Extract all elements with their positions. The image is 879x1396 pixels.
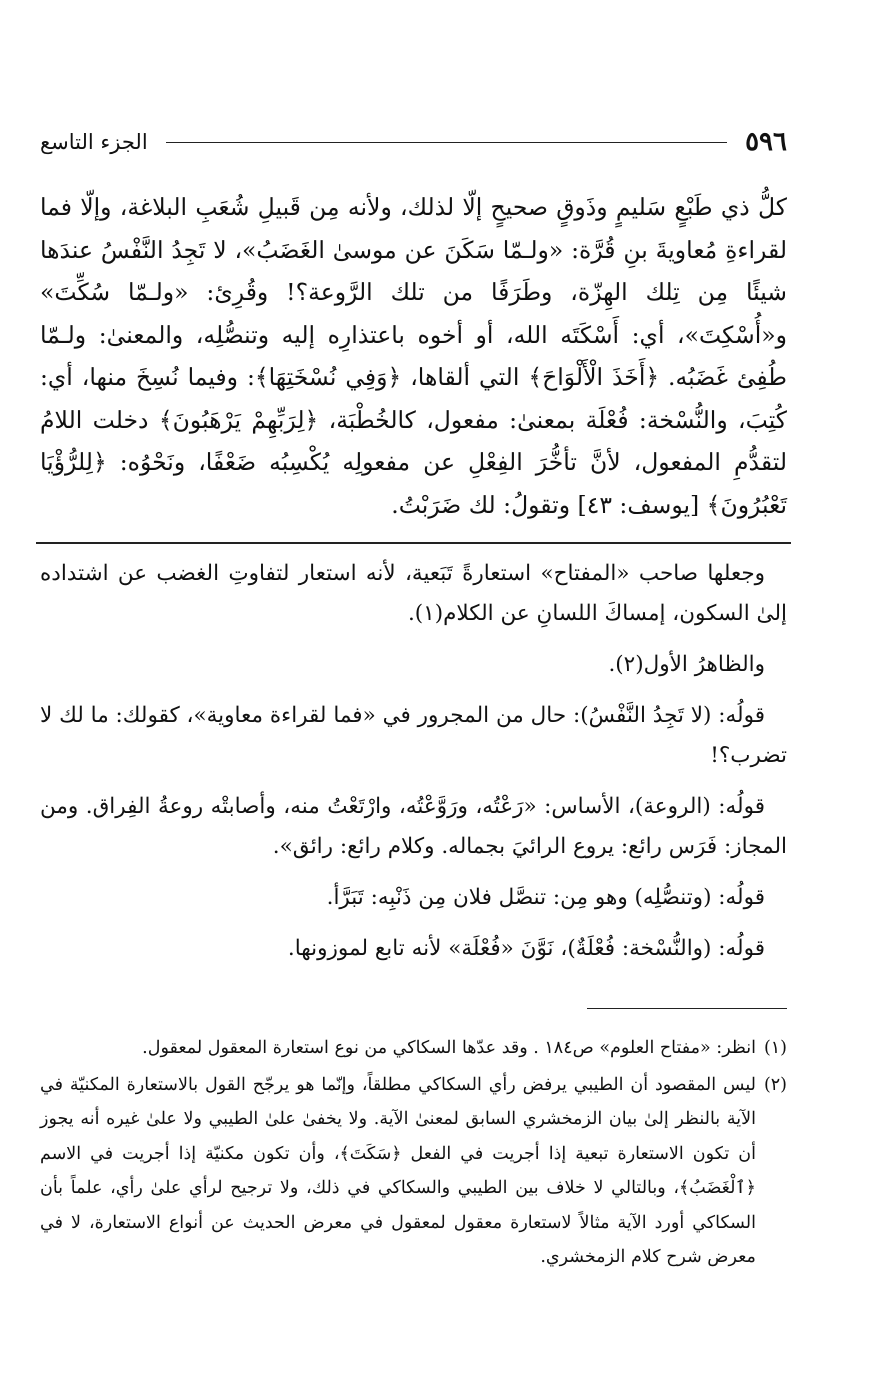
commentary-block	[40, 554, 787, 969]
footnote-text: انظر: «مفتاح العلوم» ص١٨٤ . وقد عدّها السكاكي من نوع استعارة المعقول لمعقول.	[142, 1038, 756, 1058]
running-title: الجزء التاسع	[40, 130, 148, 154]
commentary-paragraph: والظاهرُ الأول(٢).	[608, 652, 765, 677]
main-text-paragraph: كلُّ ذي طَبْعٍ سَليمٍ وذَوقٍ صحيحٍ إلّا لذلك، ولأنه مِن قَبيلِ شُعَبِ البلاغة، وإلّا فما لقراءةِ مُعاويةَ بنِ قُرَّة: «ولـمّا سَكَنَ عن موسىٰ الغَضَبُ»، لا تَجِدُ النَّفْسُ عندَها شيئًا مِن تِلك الهِزّة، وطَرَفًا من تلك الرَّوعة؟! وقُرِئ: «ولـمّا سُكِّتَ» و«أُسْكِتَ»، أي: أَسْكَتَه الله، أو أخوه باعتذارِه إليه وتنصُّلِه، والمعنىٰ: ولـمّا طُفِئ غَضَبُه. ﴿أَخَذَ الْأَلْوَاحَ﴾ التي ألقاها، ﴿وَفِي نُسْخَتِهَا﴾: وفيما نُسِخَ منها، أي: كُتِبَ، والنُّسْخة: فُعْلَة بمعنىٰ: مفعول، كالخُطْبَة، ﴿لِرَبِّهِمْ يَرْهَبُونَ﴾ دخلت اللامُ لتقدُّمِ المفعول، لأنَّ تأخُّرَ الفِعْلِ عن مفعولِه يُكْسِبُه ضَعْفًا، ونَحْوُه: ﴿لِلرُّؤْيَا تَعْبُرُونَ﴾ [يوسف: ٤٣] وتقولُ: لك ضَرَبْتُ.	[40, 193, 787, 519]
book-page	[40, 120, 787, 1396]
main-text-block	[40, 186, 787, 526]
footnote-separator	[587, 1008, 787, 1009]
footnote-mark: (١)	[763, 1038, 787, 1058]
page-header	[40, 120, 787, 164]
commentary-paragraph: قولُه: (الروعة)، الأساس: «رَعْتُه، ورَوَّعْتُه، وارْتَعْتُ منه، وأصابتْه روعةُ الفِراق. ومن المجاز: فَرَس رائع: يروع الرائيَ بجماله. وكلام رائع: رائق».	[40, 794, 787, 859]
footnotes-block	[40, 1031, 787, 1275]
footnote-item	[40, 1031, 787, 1066]
commentary-paragraph: قولُه: (وتنصُّلِه) وهو مِن: تنصَّل فلان مِن ذَنْبِه: تَبَرَّأ.	[326, 885, 765, 910]
commentary-paragraph: قولُه: (لا تَجِدُ النَّفْسُ): حال من المجرور في «فما لقراءة معاوية»، كقولك: ما لك لا تضرب؟!	[40, 703, 787, 768]
footnote-item	[40, 1068, 787, 1275]
header-rule	[166, 142, 727, 143]
main-text-divider	[36, 542, 791, 544]
page-number: ٥٩٦	[745, 127, 787, 157]
footnote-separator-wrap	[40, 980, 787, 1031]
commentary-paragraph: قولُه: (والنُّسْخة: فُعْلَةٌ)، نَوَّنَ «فُعْلَة» لأنه تابع لموزونها.	[287, 936, 765, 961]
footnote-mark: (٢)	[763, 1074, 787, 1095]
commentary-paragraph: وجعلها صاحب «المفتاح» استعارةً تَبَعية، لأنه استعار لتفاوتِ الغضب عن اشتداده إلىٰ السكون، إمساكَ اللسانِ عن الكلام(١).	[40, 561, 787, 626]
footnote-text: ليس المقصود أن الطيبي يرفض رأي السكاكي مطلقاً، وإنّما هو يرجّح القول بالاستعارة المكنيّة في الآية بالنظر إلىٰ بيان الزمخشري السابق لمعنىٰ الآية. ولا يخفىٰ علىٰ الطيبي ولا علىٰ غيره أنه يجوز أن تكون الاستعارة تبعية إذا أجريت في الفعل ﴿سَكَتَ﴾، وأن تكون مكنيّة إذا أجريت في الاسم ﴿ٱلْغَضَبُ﴾، وبالتالي لا خلاف بين الطيبي والسكاكي في ذلك، ولا ترجيح لرأي علىٰ رأي، علماً بأن السكاكي أورد الآية مثالاً لاستعارة معقول لمعقول في معرض الحديث عن أنواع الاستعارة، لا في معرض شرح كلام الزمخشري.	[40, 1074, 756, 1267]
